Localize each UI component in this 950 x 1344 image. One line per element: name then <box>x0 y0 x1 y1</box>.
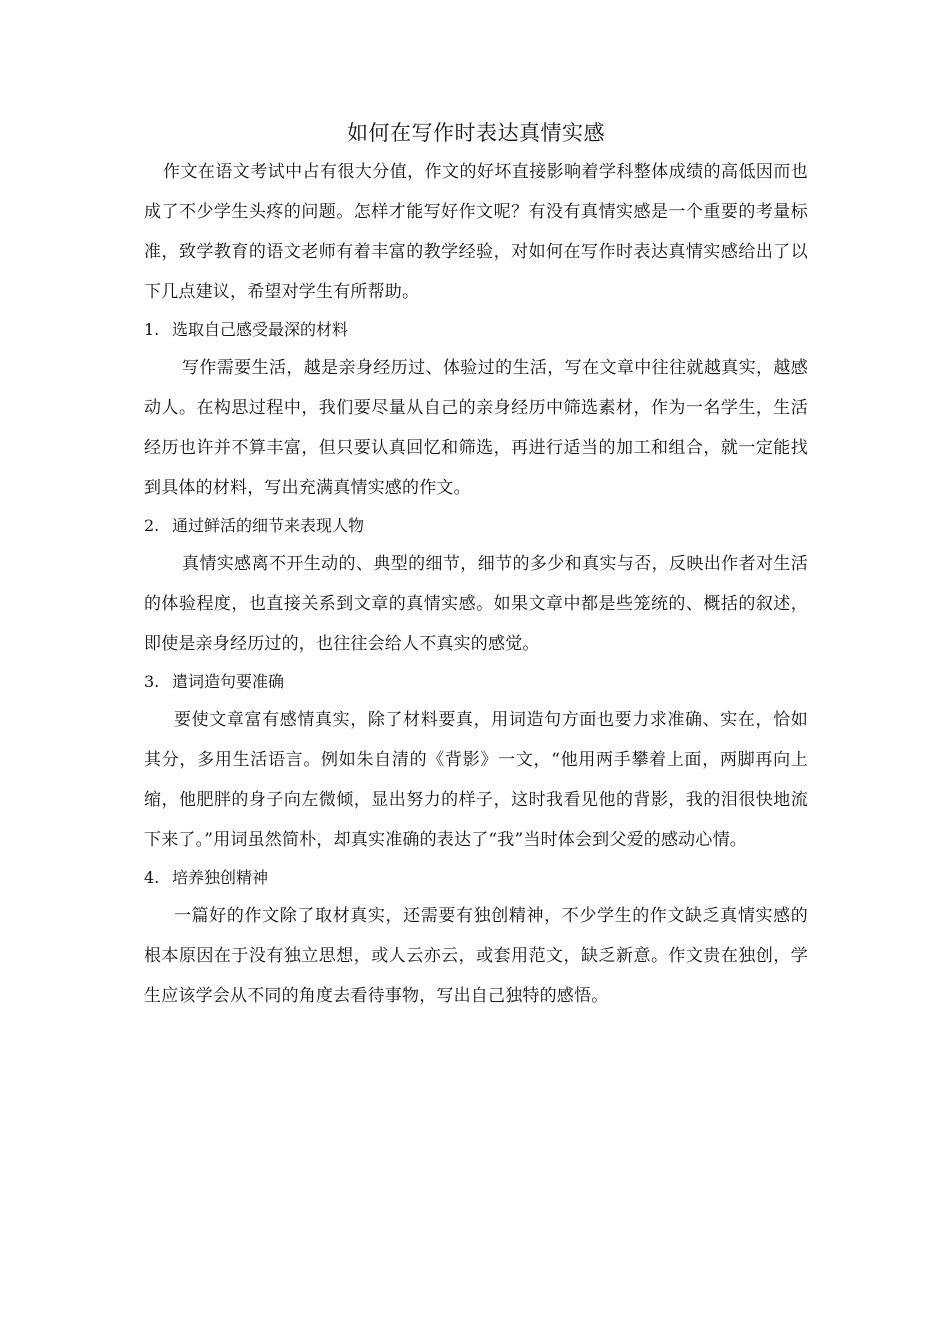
section-heading-text: 选取自己感受最深的材料 <box>172 320 349 339</box>
section-heading-text: 遣词造句要准确 <box>172 672 285 691</box>
section-heading-1 <box>144 312 808 348</box>
section-heading-2 <box>144 508 808 544</box>
section-body-3: 要使文章富有感情真实，除了材料要真，用词造句方面也要力求准确、实在，恰如其分，多用生活语言。例如朱自清的《背影》一文，“他用两手攀着上面，两脚再向上缩，他肥胖的身子向左微倾，显出努力的样子，这时我看见他的背影，我的泪很快地流下来了。”用词虽然简朴，却真实准确的表达了“我”当时体会到父爱的感动心情。 <box>144 710 808 850</box>
section-body-4: 一篇好的作文除了取材真实，还需要有独创精神，不少学生的作文缺乏真情实感的根本原因在于没有独立思想，或人云亦云，或套用范文，缺乏新意。作文贵在独创，学生应该学会从不同的角度去看待事物，写出自己独特的感悟。 <box>144 906 808 1006</box>
section-heading-text: 通过鲜活的细节来表现人物 <box>172 516 365 535</box>
section-heading-text: 培养独创精神 <box>172 868 269 887</box>
section-number: 2. <box>144 516 160 535</box>
document-page <box>144 118 808 1016</box>
section-body-1: 写作需要生活，越是亲身经历过、体验过的生活，写在文章中往往就越真实，越感动人。在构思过程中，我们要尽量从自己的亲身经历中筛选素材，作为一名学生，生活经历也许并不算丰富，但只要认真回忆和筛选，再进行适当的加工和组合，就一定能找到具体的材料，写出充满真情实感的作文。 <box>144 358 808 498</box>
section-heading-4 <box>144 860 808 896</box>
section-number: 4. <box>144 868 160 887</box>
section-body-2: 真情实感离不开生动的、典型的细节，细节的多少和真实与否，反映出作者对生活的体验程度，也直接关系到文章的真情实感。如果文章中都是些笼统的、概括的叙述，即使是亲身经历过的，也往往会给人不真实的感觉。 <box>144 554 808 654</box>
intro-paragraph: 作文在语文考试中占有很大分值，作文的好坏直接影响着学科整体成绩的高低因而也成了不少学生头疼的问题。怎样才能写好作文呢？有没有真情实感是一个重要的考量标准，致学教育的语文老师有着丰富的教学经验，对如何在写作时表达真情实感给出了以下几点建议，希望对学生有所帮助。 <box>144 162 808 302</box>
section-number: 3. <box>144 672 160 691</box>
document-title: 如何在写作时表达真情实感 <box>347 121 605 145</box>
section-number: 1. <box>144 320 160 339</box>
section-heading-3 <box>144 664 808 700</box>
